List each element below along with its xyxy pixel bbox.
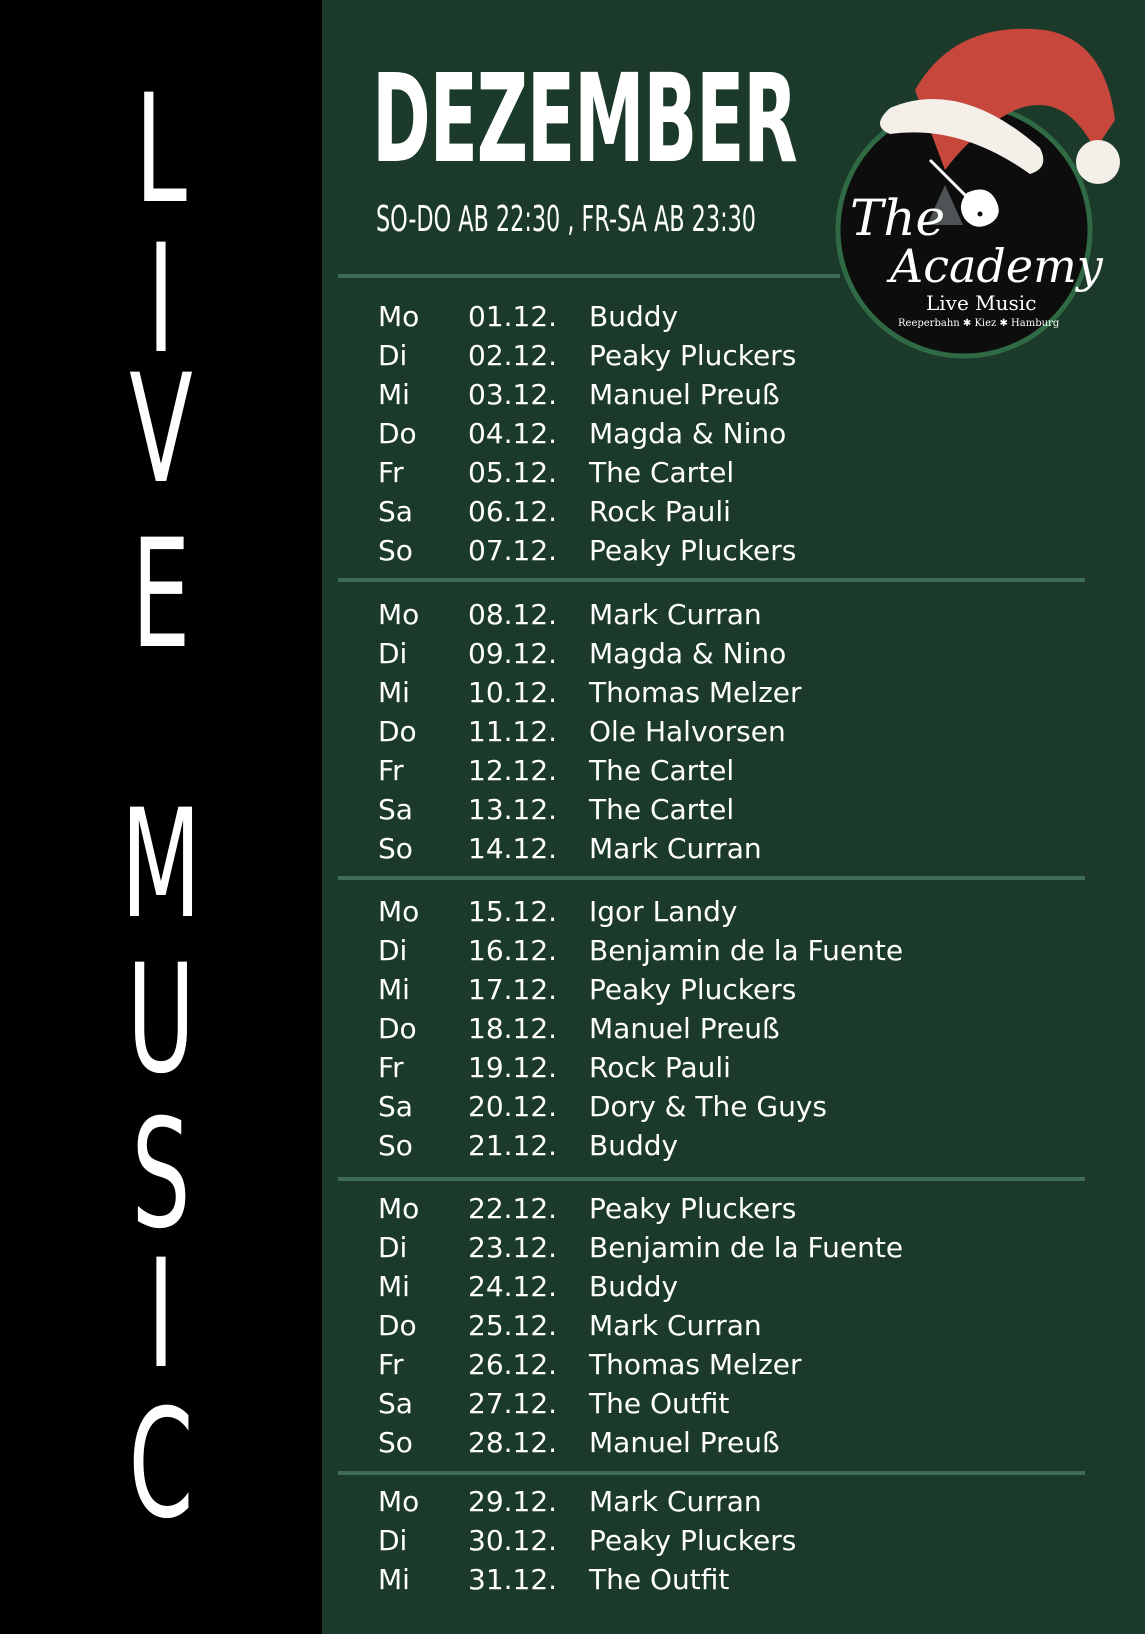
schedule-day: Sa xyxy=(378,1387,413,1420)
banner-letter: I xyxy=(147,213,175,387)
schedule-day: So xyxy=(378,832,413,865)
schedule-day: So xyxy=(378,1129,413,1162)
schedule-row xyxy=(0,1307,1145,1345)
schedule-day: Di xyxy=(378,934,408,967)
schedule-row xyxy=(0,596,1145,634)
schedule-date: 12.12. xyxy=(468,754,558,787)
logo-location: Reeperbahn ✱ Kiez ✱ Hamburg xyxy=(898,318,1060,329)
schedule-row xyxy=(0,1522,1145,1560)
schedule-row xyxy=(0,1483,1145,1521)
schedule-date: 30.12. xyxy=(468,1524,558,1557)
schedule-artist: The Cartel xyxy=(589,793,735,826)
week-divider xyxy=(338,1177,1085,1181)
schedule-row xyxy=(0,1049,1145,1087)
schedule-date: 24.12. xyxy=(468,1270,558,1303)
schedule-date: 03.12. xyxy=(468,378,558,411)
schedule-date: 11.12. xyxy=(468,715,558,748)
schedule-row xyxy=(0,1268,1145,1306)
schedule-row xyxy=(0,532,1145,570)
schedule-day: Mi xyxy=(378,1270,410,1303)
schedule-artist: The Cartel xyxy=(589,456,735,489)
schedule-artist: Buddy xyxy=(589,1270,679,1303)
schedule-artist: Mark Curran xyxy=(589,1309,762,1342)
schedule-day: Do xyxy=(378,1012,417,1045)
schedule-artist: Mark Curran xyxy=(589,1485,762,1518)
schedule-date: 16.12. xyxy=(468,934,558,967)
banner-letter: C xyxy=(128,1378,194,1552)
schedule-date: 10.12. xyxy=(468,676,558,709)
schedule-date: 19.12. xyxy=(468,1051,558,1084)
schedule-day: Sa xyxy=(378,495,413,528)
banner-letter: S xyxy=(131,1088,191,1262)
schedule-day: Fr xyxy=(378,456,404,489)
banner-letter: M xyxy=(120,778,202,952)
schedule-artist: Mark Curran xyxy=(589,832,762,865)
schedule-row xyxy=(0,1190,1145,1228)
schedule-artist: Thomas Melzer xyxy=(589,676,802,709)
schedule-date: 20.12. xyxy=(468,1090,558,1123)
schedule-artist: Manuel Preuß xyxy=(589,1426,780,1459)
schedule-artist: Igor Landy xyxy=(589,895,738,928)
schedule-date: 26.12. xyxy=(468,1348,558,1381)
schedule-row xyxy=(0,971,1145,1009)
schedule-date: 14.12. xyxy=(468,832,558,865)
schedule-day: Mo xyxy=(378,598,420,631)
schedule-day: Mi xyxy=(378,1563,410,1596)
schedule-artist: Magda & Nino xyxy=(589,637,787,670)
schedule-row xyxy=(0,713,1145,751)
schedule-day: Mo xyxy=(378,1485,420,1518)
schedule-row xyxy=(0,1424,1145,1462)
schedule-artist: The Outfit xyxy=(589,1387,730,1420)
schedule-row xyxy=(0,674,1145,712)
schedule-day: Di xyxy=(378,339,408,372)
schedule-date: 28.12. xyxy=(468,1426,558,1459)
schedule-row xyxy=(0,376,1145,414)
schedule-date: 27.12. xyxy=(468,1387,558,1420)
schedule-date: 25.12. xyxy=(468,1309,558,1342)
banner-letter: V xyxy=(129,343,193,517)
schedule-artist: Peaky Pluckers xyxy=(589,1524,797,1557)
schedule-artist: Thomas Melzer xyxy=(589,1348,802,1381)
schedule-artist: Buddy xyxy=(589,1129,679,1162)
schedule-day: So xyxy=(378,1426,413,1459)
schedule-row xyxy=(0,635,1145,673)
schedule-artist: Benjamin de la Fuente xyxy=(589,934,904,967)
schedule-date: 15.12. xyxy=(468,895,558,928)
schedule-row xyxy=(0,298,1145,336)
schedule-date: 23.12. xyxy=(468,1231,558,1264)
schedule-date: 17.12. xyxy=(468,973,558,1006)
schedule-row xyxy=(0,1561,1145,1599)
schedule-artist: Peaky Pluckers xyxy=(589,1192,797,1225)
schedule-artist: Dory & The Guys xyxy=(589,1090,827,1123)
schedule-row xyxy=(0,415,1145,453)
schedule-artist: Ole Halvorsen xyxy=(589,715,786,748)
schedule-row xyxy=(0,1010,1145,1048)
schedule-row xyxy=(0,1385,1145,1423)
schedule-day: Mo xyxy=(378,895,420,928)
banner-letter: I xyxy=(147,1228,175,1402)
schedule-row xyxy=(0,1127,1145,1165)
week-divider xyxy=(338,1471,1085,1475)
logo-name-academy: Academy xyxy=(890,239,1103,293)
schedule-artist: Peaky Pluckers xyxy=(589,339,797,372)
schedule-artist: The Outfit xyxy=(589,1563,730,1596)
schedule-date: 07.12. xyxy=(468,534,558,567)
week-divider xyxy=(338,876,1085,880)
schedule-day: Di xyxy=(378,1524,408,1557)
schedule-day: Fr xyxy=(378,1051,404,1084)
schedule-date: 29.12. xyxy=(468,1485,558,1518)
banner-letter: L xyxy=(135,63,187,237)
schedule-day: Fr xyxy=(378,754,404,787)
banner-letter: E xyxy=(131,508,191,682)
schedule-artist: Rock Pauli xyxy=(589,1051,731,1084)
schedule-date: 18.12. xyxy=(468,1012,558,1045)
logo-name-the: The xyxy=(850,189,946,247)
schedule-artist: Mark Curran xyxy=(589,598,762,631)
schedule-day: Do xyxy=(378,417,417,450)
schedule-artist: Benjamin de la Fuente xyxy=(589,1231,904,1264)
schedule-day: Do xyxy=(378,715,417,748)
schedule-day: Sa xyxy=(378,793,413,826)
banner-letter: U xyxy=(126,933,196,1107)
schedule-day: Do xyxy=(378,1309,417,1342)
schedule-day: Mi xyxy=(378,973,410,1006)
schedule-date: 06.12. xyxy=(468,495,558,528)
schedule-day: Mo xyxy=(378,1192,420,1225)
schedule-artist: Manuel Preuß xyxy=(589,378,780,411)
schedule-row xyxy=(0,830,1145,868)
schedule-row xyxy=(0,493,1145,531)
schedule-artist: Magda & Nino xyxy=(589,417,787,450)
schedule-row xyxy=(0,1229,1145,1267)
schedule-date: 01.12. xyxy=(468,300,558,333)
schedule-date: 13.12. xyxy=(468,793,558,826)
schedule-row xyxy=(0,752,1145,790)
schedule-day: So xyxy=(378,534,413,567)
opening-hours: SO-DO AB 22:30 , FR-SA AB 23:30 xyxy=(376,199,756,240)
schedule-row xyxy=(0,454,1145,492)
schedule-date: 09.12. xyxy=(468,637,558,670)
schedule-artist: Buddy xyxy=(589,300,679,333)
header-divider xyxy=(338,274,840,278)
schedule-date: 22.12. xyxy=(468,1192,558,1225)
schedule-date: 04.12. xyxy=(468,417,558,450)
schedule-date: 21.12. xyxy=(468,1129,558,1162)
schedule-artist: Manuel Preuß xyxy=(589,1012,780,1045)
schedule-row xyxy=(0,932,1145,970)
schedule-day: Fr xyxy=(378,1348,404,1381)
schedule-artist: Rock Pauli xyxy=(589,495,731,528)
schedule-date: 02.12. xyxy=(468,339,558,372)
schedule-day: Di xyxy=(378,637,408,670)
schedule-day: Di xyxy=(378,1231,408,1264)
schedule-row xyxy=(0,337,1145,375)
schedule-artist: The Cartel xyxy=(589,754,735,787)
schedule-row xyxy=(0,1088,1145,1126)
schedule-day: Mo xyxy=(378,300,420,333)
schedule-row xyxy=(0,893,1145,931)
schedule-row xyxy=(0,791,1145,829)
schedule-artist: Peaky Pluckers xyxy=(589,534,797,567)
schedule-artist: Peaky Pluckers xyxy=(589,973,797,1006)
week-divider xyxy=(338,578,1085,582)
schedule-row xyxy=(0,1346,1145,1384)
schedule-day: Mi xyxy=(378,676,410,709)
schedule-day: Mi xyxy=(378,378,410,411)
schedule-day: Sa xyxy=(378,1090,413,1123)
schedule-date: 05.12. xyxy=(468,456,558,489)
schedule-date: 31.12. xyxy=(468,1563,558,1596)
month-title: DEZEMBER xyxy=(372,48,797,190)
schedule-date: 08.12. xyxy=(468,598,558,631)
logo-tagline: Live Music xyxy=(926,291,1037,315)
